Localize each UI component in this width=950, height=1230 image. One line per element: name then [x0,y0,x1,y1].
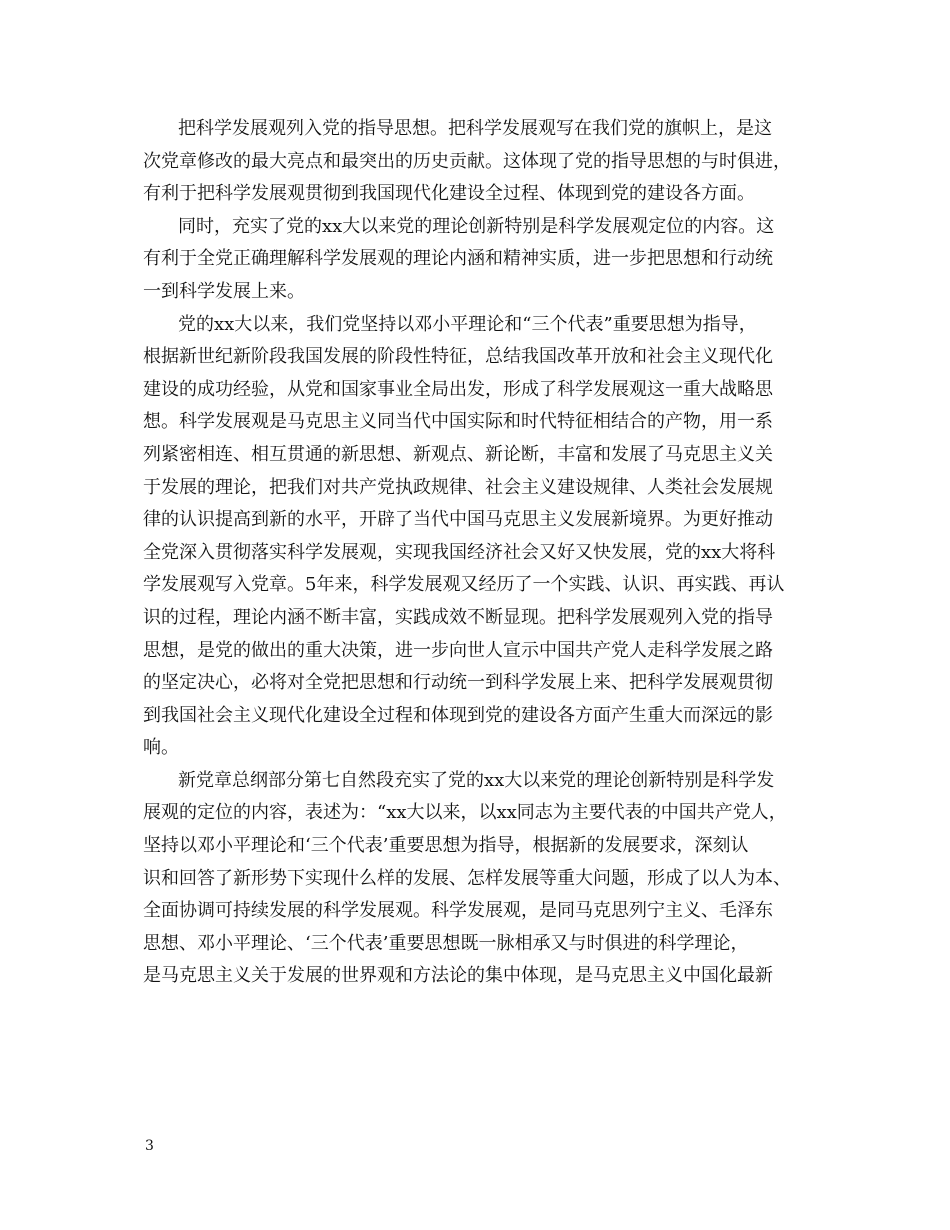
page-number: 3 [145,1138,154,1154]
body-text [143,113,823,993]
text-line: 想。科学发展观是马克思主义同当代中国实际和时代特征相结合的产物，用一系 [143,411,773,433]
text-line: 全党深入贯彻落实科学发展观，实现我国经济社会又好又快发展，党的xx大将科 [143,541,776,563]
text-line: 有利于把科学发展观贯彻到我国现代化建设全过程、体现到党的建设各方面。 [143,183,755,205]
text-line: 根据新世纪新阶段我国发展的阶段性特征，总结我国改革开放和社会主义现代化 [143,346,773,368]
text-line: 次党章修改的最大亮点和最突出的历史贡献。这体现了党的指导思想的与时俱进， [143,150,791,172]
text-line: 展观的定位的内容，表述为：“xx大以来，以xx同志为主要代表的中国共产党人， [143,802,787,824]
text-line: 的坚定决心，必将对全党把思想和行动统一到科学发展上来、把科学发展观贯彻 [143,672,773,694]
text-line: 全面协调可持续发展的科学发展观。科学发展观，是同马克思列宁主义、毛泽东 [143,900,773,922]
text-line: 学发展观写入党章。5年来，科学发展观又经历了一个实践、认识、再实践、再认 [143,574,785,596]
text-line: 列紧密相连、相互贯通的新思想、新观点、新论断，丰富和发展了马克思主义关 [143,443,773,465]
text-line: 是马克思主义关于发展的世界观和方法论的集中体现，是马克思主义中国化最新 [143,965,773,987]
text-line: 有利于全党正确理解科学发展观的理论内涵和精神实质，进一步把思想和行动统 [143,248,773,270]
text-line: 律的认识提高到新的水平，开辟了当代中国马克思主义发展新境界。为更好推动 [143,509,773,531]
text-line: 坚持以邓小平理论和‘三个代表’重要思想为指导，根据新的发展要求，深刻认 [143,835,749,857]
text-line: 于发展的理论，把我们对共产党执政规律、社会主义建设规律、人类社会发展规 [143,476,773,498]
text-line: 建设的成功经验，从党和国家事业全局出发，形成了科学发展观这一重大战略思 [143,378,773,400]
text-line: 识和回答了新形势下实现什么样的发展、怎样发展等重大问题，形成了以人为本、 [143,867,791,889]
text-line: 新党章总纲部分第七自然段充实了党的xx大以来党的理论创新特别是科学发 [178,769,775,791]
text-line: 同时，充实了党的xx大以来党的理论创新特别是科学发展观定位的内容。这 [178,215,775,237]
text-line: 党的xx大以来，我们党坚持以邓小平理论和“三个代表”重要思想为指导， [178,313,757,335]
text-line: 到我国社会主义现代化建设全过程和体现到党的建设各方面产生重大而深远的影 [143,704,773,726]
text-line: 响。 [143,737,179,759]
text-line: 思想，是党的做出的重大决策，进一步向世人宣示中国共产党人走科学发展之路 [143,639,773,661]
text-line: 把科学发展观列入党的指导思想。把科学发展观写在我们党的旗帜上，是这 [178,118,772,139]
text-line: 思想、邓小平理论、‘三个代表’重要思想既一脉相承又与时俱进的科学理论， [143,932,749,954]
text-line: 识的过程，理论内涵不断丰富，实践成效不断显现。把科学发展观列入党的指导 [143,606,773,628]
text-line: 一到科学发展上来。 [143,280,305,302]
